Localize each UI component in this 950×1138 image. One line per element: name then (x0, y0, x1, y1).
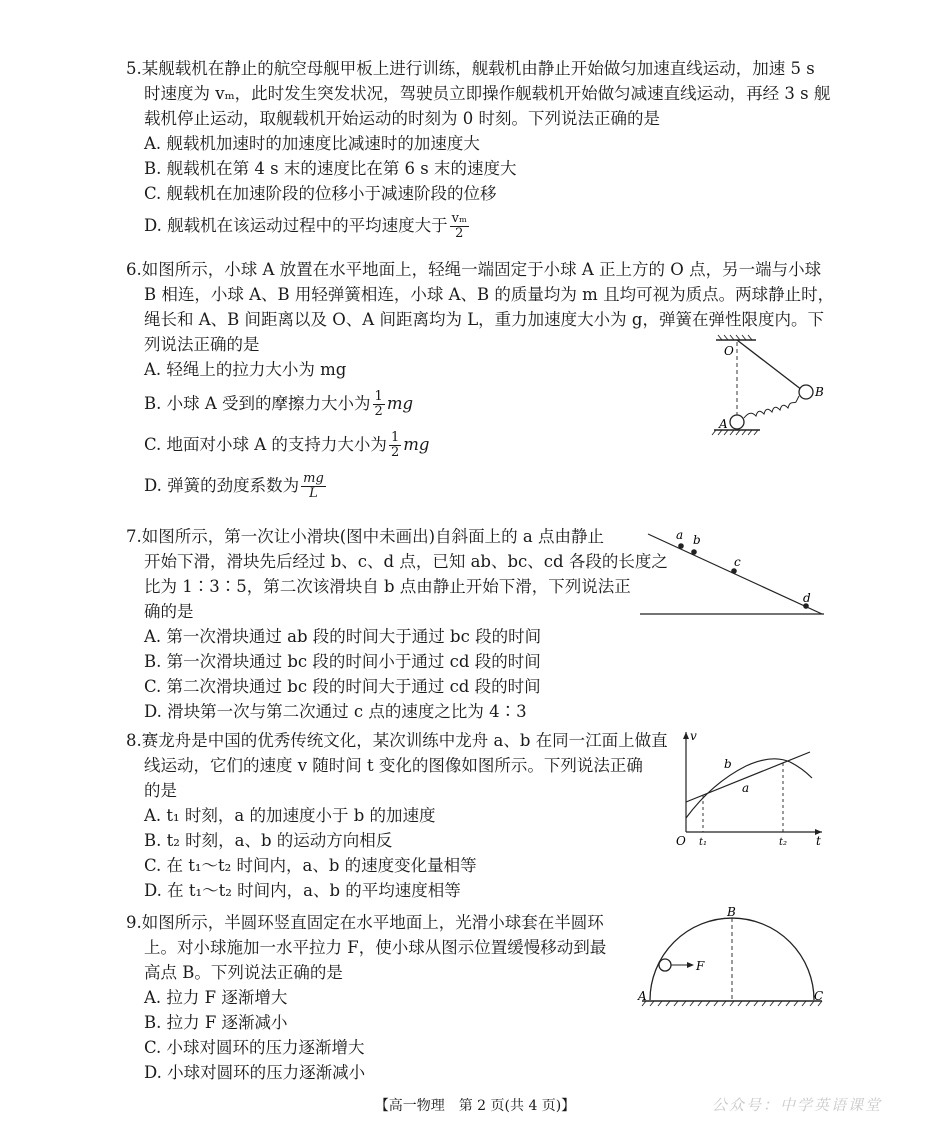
q9-option-a: A. 拉力 F 逐渐增大 (144, 988, 288, 1007)
q5-option-c: C. 舰载机在加速阶段的位移小于减速阶段的位移 (144, 184, 497, 203)
q5-stem-line-1: 5.某舰载机在静止的航空母舰甲板上进行训练，舰载机由静止开始做匀加速直线运动，加速 5 s (126, 59, 815, 78)
q5-option-b: B. 舰载机在第 4 s 末的速度比在第 6 s 末的速度大 (144, 159, 517, 178)
q7-stem-line-4: 确的是 (144, 602, 194, 621)
q6-b-numerator: 1 (374, 389, 383, 404)
q8-stem-line-2: 线运动，它们的速度 v 随时间 t 变化的图像如图所示。下列说法正确 (144, 756, 643, 775)
q8-figure (672, 728, 832, 850)
q8-fig-label-t2: t₂ (779, 837, 788, 848)
q5-d-numerator: vₘ (451, 211, 467, 226)
q6-option-b-suffix: mg (386, 394, 414, 413)
q8-option-d: D. 在 t₁～t₂ 时间内，a、b 的平均速度相等 (144, 881, 461, 900)
q6-option-d (126, 472, 834, 501)
q9-stem-line-3: 高点 B。下列说法正确的是 (144, 963, 343, 982)
q5-option-a: A. 舰载机加速时的加速度比减速时的加速度大 (144, 134, 480, 153)
question-9 (126, 910, 606, 1085)
q8-option-a: A. t₁ 时刻，a 的加速度小于 b 的加速度 (144, 806, 436, 825)
q9-option-b: B. 拉力 F 逐渐减小 (144, 1013, 288, 1032)
q5-stem-line-3: 载机停止运动，取舰载机开始运动的时刻为 0 时刻。下列说法正确的是 (144, 109, 660, 128)
q9-option-d: D. 小球对圆环的压力逐渐减小 (144, 1063, 366, 1082)
question-8 (126, 728, 668, 903)
q9-fig-label-b: B (727, 906, 736, 919)
q7-stem-line-3: 比为 1∶3∶5，第二次该滑块自 b 点由静止开始下滑，下列说法正 (144, 577, 631, 596)
q6-c-denominator: 2 (390, 445, 400, 460)
question-7 (126, 524, 668, 724)
q6-d-numerator: mg (303, 471, 324, 486)
q6-option-d-text: D. 弹簧的劲度系数为 (144, 476, 300, 495)
q7-option-c: C. 第二次滑块通过 bc 段的时间大于通过 cd 段的时间 (144, 677, 541, 696)
q7-fig-label-b: b (693, 533, 701, 547)
q9-fig-label-c: C (814, 989, 824, 1003)
q8-stem-line-1: 8.赛龙舟是中国的优秀传统文化，某次训练中龙舟 a、b 在同一江面上做直 (126, 731, 668, 750)
q6-stem-line-2: B 相连，小球 A、B 用轻弹簧相连，小球 A、B 的质量均为 m 且均可视为质点。两球静止时， (144, 285, 835, 304)
q9-fig-label-f: F (696, 959, 705, 973)
q7-stem-line-1: 7.如图所示，第一次让小滑块(图中未画出)自斜面上的 a 点由静止 (126, 527, 604, 546)
q6-option-b-text: B. 小球 A 受到的摩擦力大小为 (144, 394, 371, 413)
watermark: 公众号：中学英语课堂 (711, 1096, 882, 1114)
q6-stem-line-4: 列说法正确的是 (144, 335, 260, 354)
q8-fig-label-t1: t₁ (699, 837, 708, 848)
q5-stem-line-2: 时速度为 vₘ，此时发生突发状况，驾驶员立即操作舰载机开始做匀减速直线运动，再经 3 s 舰 (144, 84, 831, 103)
q8-fig-label-o: O (676, 834, 686, 848)
q6-d-denominator: L (309, 486, 318, 501)
q6-c-numerator: 1 (390, 430, 400, 445)
q9-fig-label-a: A (638, 989, 647, 1003)
q5-option-d-fraction (450, 212, 469, 241)
q6-option-c-fraction (389, 431, 401, 460)
q6-fig-label-o: O (724, 344, 734, 358)
q8-fig-label-b: b (724, 757, 732, 771)
q9-figure (634, 906, 830, 1010)
q8-fig-label-t: t (816, 834, 821, 848)
q7-option-d: D. 滑块第一次与第二次通过 c 点的速度之比为 4∶3 (144, 702, 527, 721)
q8-option-b: B. t₂ 时刻，a、b 的运动方向相反 (144, 831, 393, 850)
q8-fig-label-v: v (690, 729, 697, 743)
page-footer: 【高一物理 第 2 页(共 4 页)】 (374, 1098, 576, 1114)
q8-stem-line-3: 的是 (144, 781, 177, 800)
q6-option-a: A. 轻绳上的拉力大小为 mg (144, 360, 347, 379)
q7-option-a: A. 第一次滑块通过 ab 段的时间大于通过 bc 段的时间 (144, 627, 542, 646)
q7-fig-label-d: d (803, 591, 811, 605)
q9-stem-line-1: 9.如图所示，半圆环竖直固定在水平地面上，光滑小球套在半圆环 (126, 913, 604, 932)
q9-option-c: C. 小球对圆环的压力逐渐增大 (144, 1038, 365, 1057)
q6-option-c-suffix: mg (403, 435, 430, 454)
q6-fig-label-a: A (719, 417, 728, 431)
question-5 (126, 56, 830, 241)
q6-option-b-fraction (373, 390, 385, 419)
q5-option-d-text: D. 舰载机在该运动过程中的平均速度大于 (144, 216, 448, 235)
q9-stem-line-2: 上。对小球施加一水平拉力 F，使小球从图示位置缓慢移动到最 (144, 938, 607, 957)
q7-fig-label-a: a (676, 528, 684, 542)
q6-stem-line-3: 绳长和 A、B 间距离以及 O、A 间距离均为 L，重力加速度大小为 g，弹簧在弹性限度内。下 (144, 310, 824, 329)
q8-option-c: C. 在 t₁～t₂ 时间内，a、b 的速度变化量相等 (144, 856, 477, 875)
q6-figure (710, 334, 830, 444)
q8-fig-label-a: a (742, 781, 750, 795)
q7-figure (636, 526, 826, 618)
q6-stem-line-1: 6.如图所示，小球 A 放置在水平地面上，轻绳一端固定于小球 A 正上方的 O 点，另一端与小球 (126, 260, 822, 279)
q6-fig-label-b: B (815, 385, 824, 399)
q6-option-c-text: C. 地面对小球 A 的支持力大小为 (144, 435, 387, 454)
q7-option-b: B. 第一次滑块通过 bc 段的时间小于通过 cd 段的时间 (144, 652, 541, 671)
q5-option-d (126, 212, 830, 241)
q7-fig-label-c: c (734, 555, 741, 569)
q6-b-denominator: 2 (374, 404, 383, 419)
q7-stem-line-2: 开始下滑，滑块先后经过 b、c、d 点，已知 ab、bc、cd 各段的长度之 (144, 552, 668, 571)
q6-option-d-fraction (301, 472, 326, 501)
q5-d-denominator: 2 (455, 226, 464, 241)
